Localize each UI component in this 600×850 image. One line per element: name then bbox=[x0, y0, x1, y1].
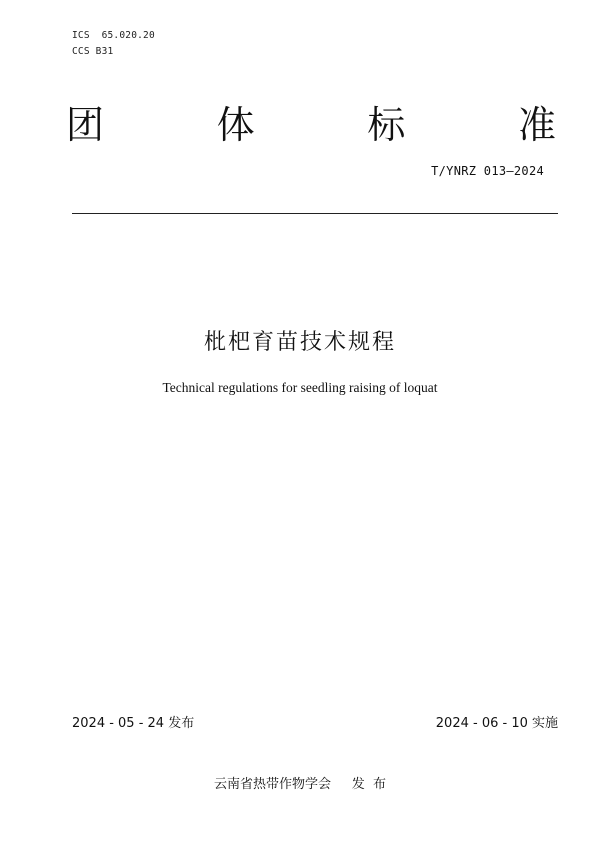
standard-type-title bbox=[66, 100, 556, 150]
header-divider bbox=[72, 213, 558, 214]
issue-date: 2024 - 05 - 24 发布 bbox=[72, 716, 195, 731]
standard-number: T/YNRZ 013—2024 bbox=[431, 164, 544, 178]
title-char-1: 团 bbox=[66, 103, 105, 147]
title-char-4: 准 bbox=[517, 103, 556, 147]
ics-code: ICS 65.020.20 bbox=[72, 30, 155, 41]
implementation-date: 2024 - 06 - 10 实施 bbox=[435, 716, 558, 731]
title-char-3: 标 bbox=[367, 103, 406, 147]
document-title-chinese: 枇杷育苗技术规程 bbox=[203, 330, 396, 355]
publisher-line: 云南省热带作物学会 发 布 bbox=[214, 777, 386, 792]
classification-codes bbox=[72, 28, 155, 60]
ccs-code: CCS B31 bbox=[72, 46, 114, 57]
title-char-2: 体 bbox=[216, 103, 255, 147]
document-title-english: Technical regulations for seedling raising of loquat bbox=[162, 380, 438, 395]
